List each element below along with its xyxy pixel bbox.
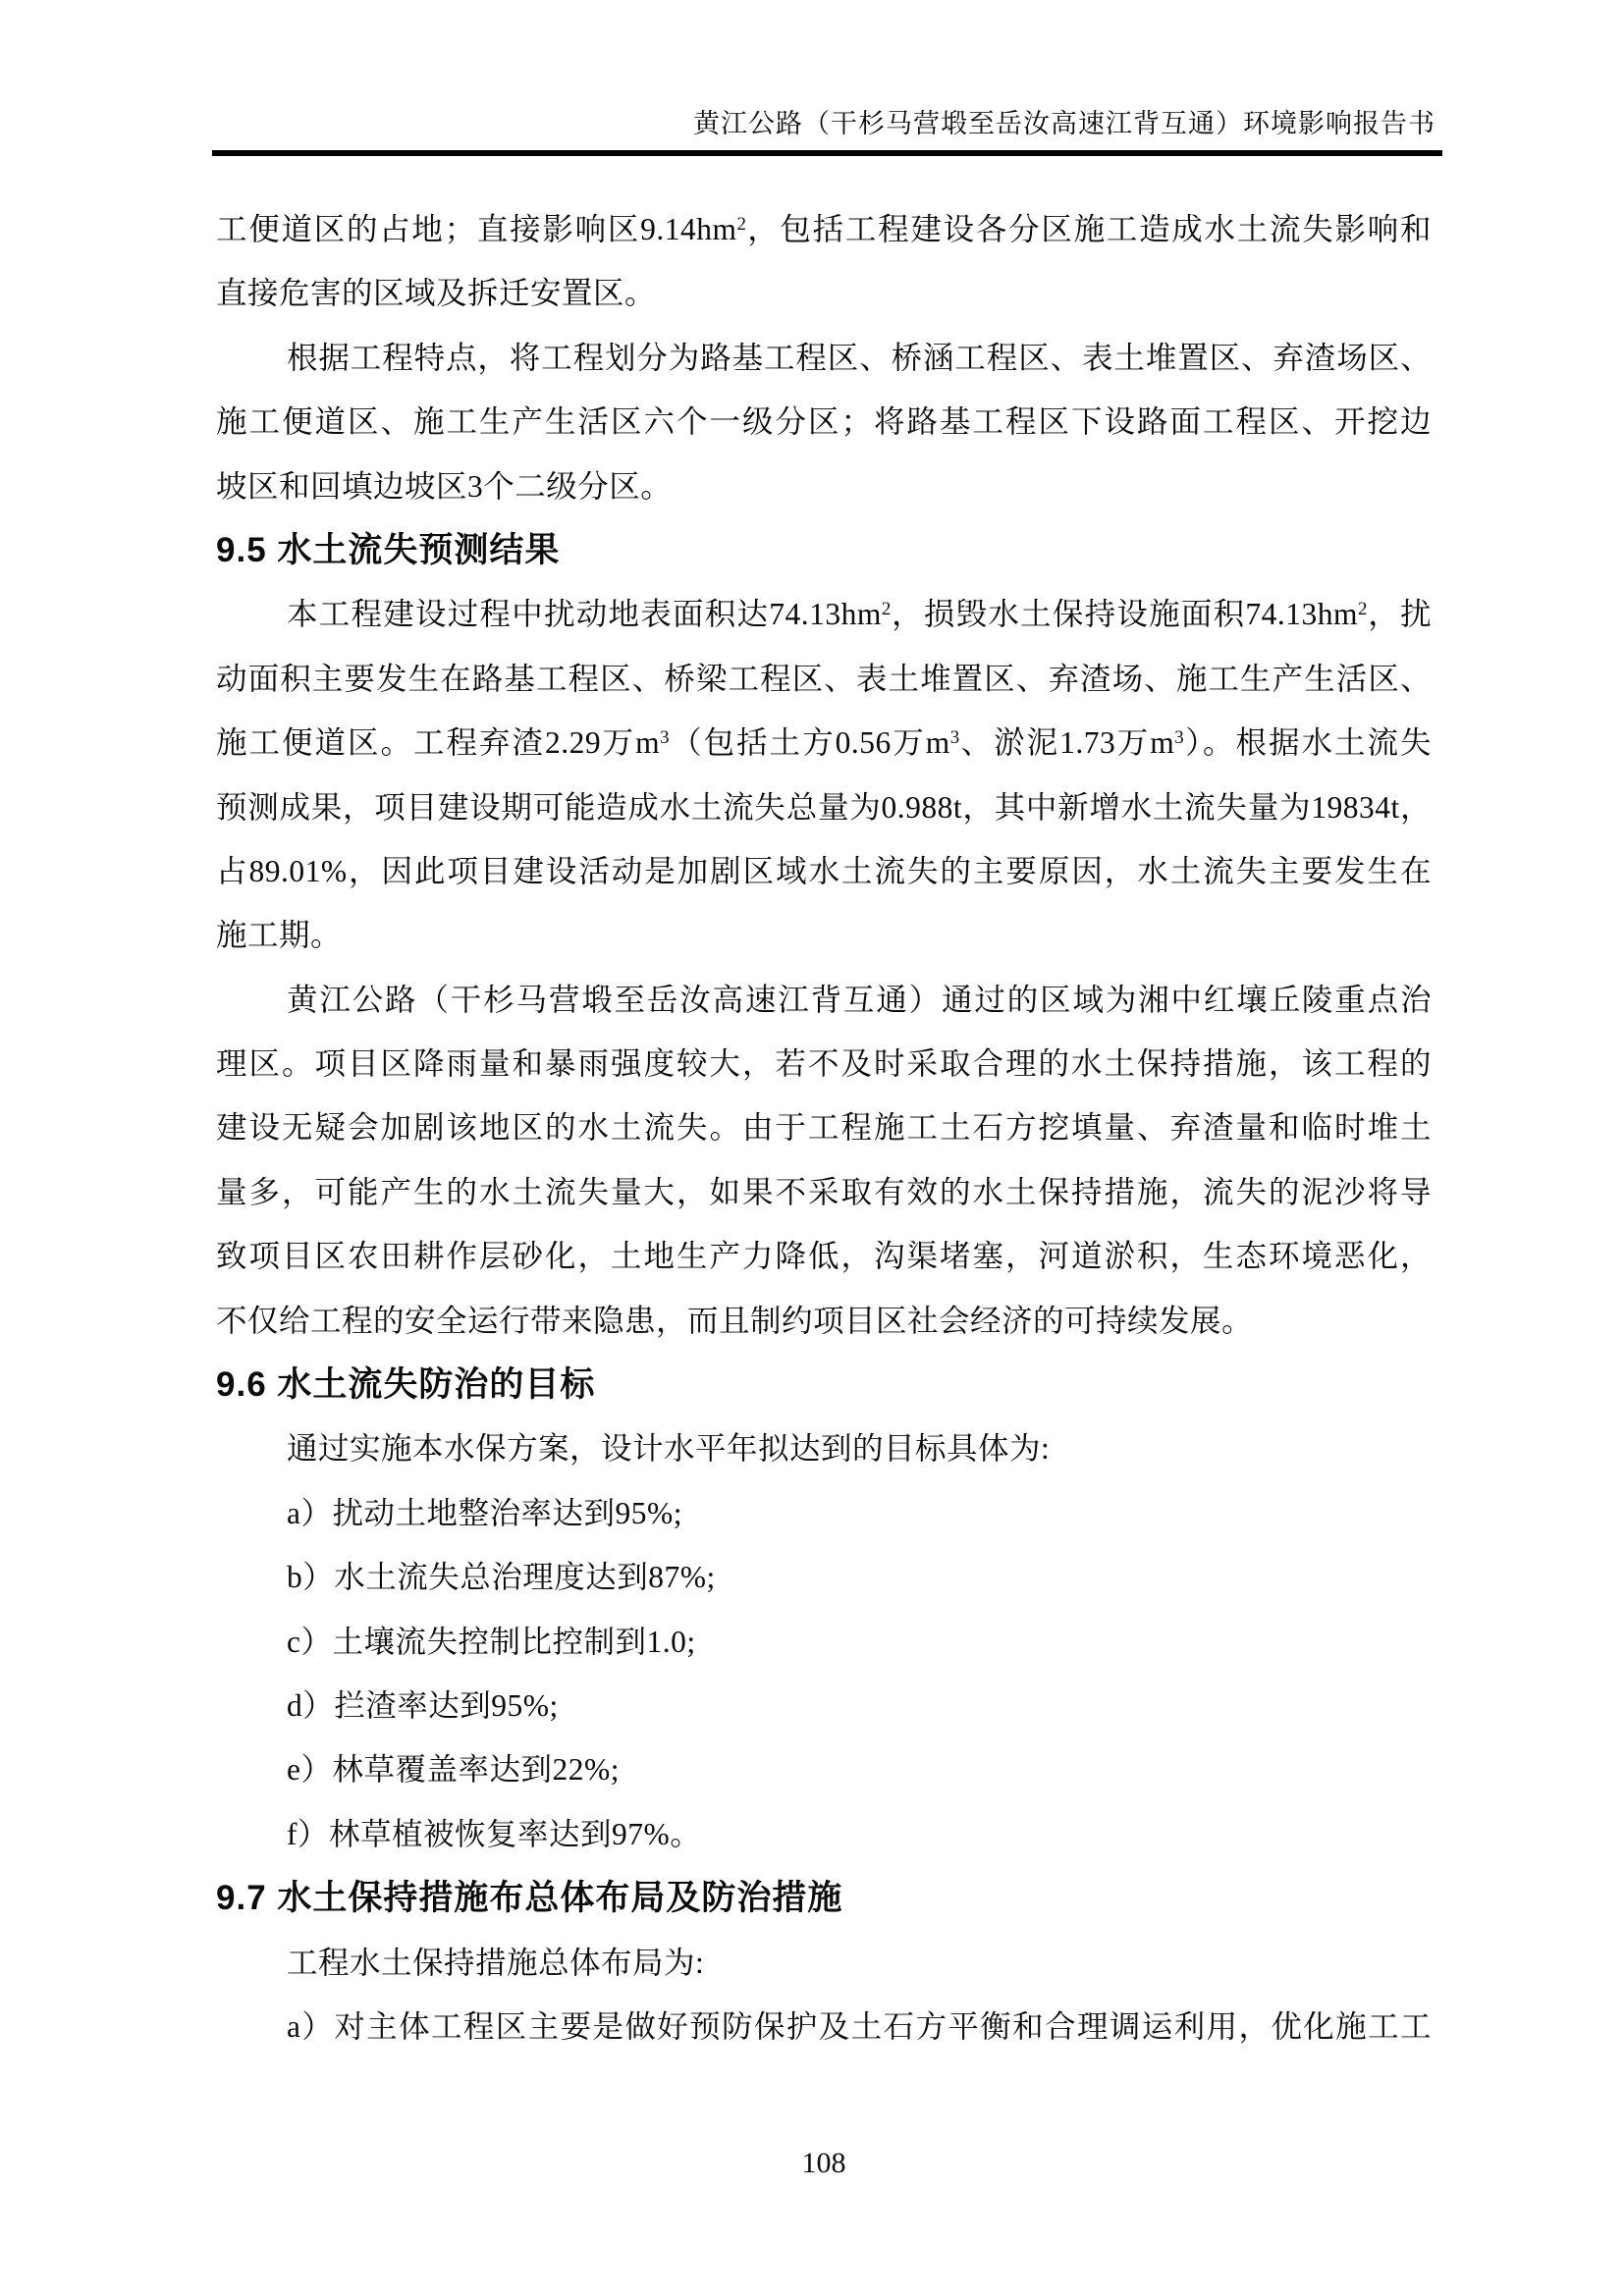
text-line: 施工期。 (216, 918, 343, 953)
text-line: 本工程建设过程中扰动地表面积达$74.13hm^2$，损毁水土保持设施面积$74.13hm^2$，扰 (287, 597, 1432, 632)
superscript: 3 (1174, 726, 1184, 748)
text-line: 预测成果，项目建设期可能造成水土流失总量为0.988t，其中新增水土流失量为19834t， (216, 789, 1432, 825)
text-line: 建设无疑会加剧该地区的水土流失。由于工程施工土石方挖填量、弃渣量和临时堆土 (216, 1110, 1432, 1146)
page-number: 108 (801, 2147, 846, 2179)
text-line: 理区。项目区降雨量和暴雨强度较大，若不及时采取合理的水土保持措施，该工程的 (216, 1046, 1432, 1082)
superscript: 3 (949, 726, 960, 748)
list-item: d）拦渣率达到95%; (287, 1687, 559, 1723)
superscript: 3 (660, 726, 670, 748)
superscript: 2 (736, 213, 746, 235)
list-item: c）土壤流失控制比控制到1.0; (287, 1624, 696, 1659)
text-line: 动面积主要发生在路基工程区、桥梁工程区、表土堆置区、弃渣场、施工生产生活区、 (216, 661, 1432, 696)
running-header-title: 黄江公路（干杉马营塅至岳汝高速江背互通）环境影响报告书 (693, 109, 1435, 138)
list-item: b）水土流失总治理度达到87%; (287, 1560, 716, 1595)
section-heading: 9.7 水土保持措施布总体布局及防治措施 (216, 1879, 843, 1918)
list-item: e）林草覆盖率达到22%; (287, 1752, 620, 1788)
text-line: 工程水土保持措施总体布局为: (287, 1945, 705, 1980)
text-line: 致项目区农田耕作层砂化，土地生产力降低，沟渠堵塞，河道淤积，生态环境恶化， (216, 1239, 1432, 1274)
list-item: a）对主体工程区主要是做好预防保护及土石方平衡和合理调运利用，优化施工工 (287, 2008, 1432, 2044)
text-line: 坡区和回填边坡区3个二级分区。 (216, 468, 673, 504)
text-line: 黄江公路（干杉马营塅至岳汝高速江背互通）通过的区域为湘中红壤丘陵重点治 (287, 982, 1432, 1017)
section-heading: 9.6 水土流失防治的目标 (216, 1365, 596, 1405)
text-line: 占89.01%，因此项目建设活动是加剧区域水土流失的主要原因，水土流失主要发生在 (216, 853, 1432, 888)
text-line: 直接危害的区域及拆迁安置区。 (216, 276, 657, 311)
text-line: 工便道区的占地；直接影响区$9.14hm^2$，包括工程建设各分区施工造成水土流失影响和 (216, 212, 1432, 246)
text-line: 通过实施本水保方案，设计水平年拟达到的目标具体为: (287, 1431, 1051, 1467)
text-line: 量多，可能产生的水土流失量大，如果不采取有效的水土保持措施，流失的泥沙将导 (216, 1174, 1432, 1209)
document-body (216, 197, 1432, 2058)
text-line: 施工便道区、施工生产生活区六个一级分区；将路基工程区下设路面工程区、开挖边 (216, 404, 1432, 440)
text-line: 根据工程特点，将工程划分为路基工程区、桥涵工程区、表土堆置区、弃渣场区、 (287, 340, 1432, 375)
text-line: 不仅给工程的安全运行带来隐患，而且制约项目区社会经济的可持续发展。 (216, 1303, 1254, 1338)
superscript: 2 (1358, 598, 1368, 619)
section-heading: 9.5 水土流失预测结果 (216, 530, 561, 569)
list-item: f）林草植被恢复率达到97%。 (287, 1816, 702, 1851)
superscript: 2 (881, 598, 892, 619)
list-item: a）扰动土地整治率达到95%; (287, 1495, 682, 1530)
header-rule (212, 150, 1442, 156)
text-line: 施工便道区。工程弃渣2.29万$m^3$（包括土方0.56万$m^3$、淤泥1.73万$m^3$）。根据水土流失 (216, 725, 1432, 761)
